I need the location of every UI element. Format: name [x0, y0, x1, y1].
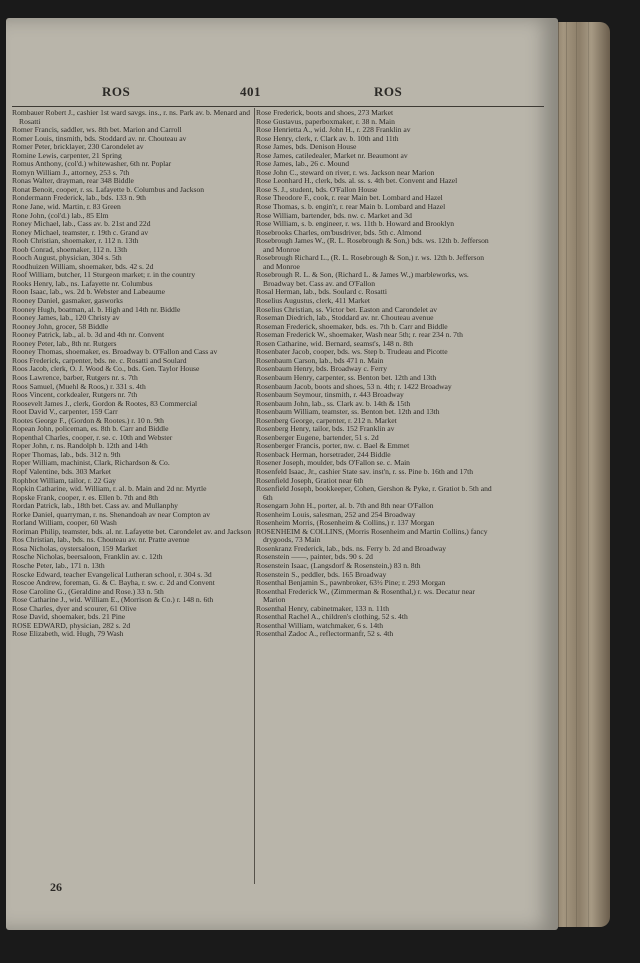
directory-entry: Rosa Nicholas, oystersaloon, 159 Market — [12, 543, 138, 553]
directory-entry: Rosche Nicholas, beersaloon, Franklin av. c. 12th — [12, 552, 163, 562]
left-column — [12, 109, 252, 639]
directory-entry: Rooney James, lab., 120 Christy av — [12, 313, 120, 323]
directory-entry: Rooney Thomas, shoemaker, es. Broadway b. O'Fallon and Cass av — [12, 347, 218, 357]
directory-entry: Rondermann Frederick, lab., bds. 133 n. 9th — [12, 193, 146, 203]
directory-entry: Rosenbater Jacob, cooper, bds. ws. Step b. Trudeau and Picotte — [256, 347, 448, 357]
directory-entry: Rosebrough Richard L., (R. L. Rosebrough & Son,) r. ws. 12th b. Jefferson and Monroe — [256, 253, 485, 271]
directory-entry: Rose James, lab., 26 c. Mound — [256, 159, 350, 169]
directory-entry: Rosenthal Benjamin S., pawnbroker, 63½ Pine; r. 293 Morgan — [256, 578, 446, 588]
directory-entry: Rootes George F., (Gordon & Rootes.) r. 10 n. 9th — [12, 415, 164, 425]
directory-entry: Rose Theodore F., cook, r. rear Main bet. Lombard and Hazel — [256, 193, 443, 203]
directory-entry: Rosenfield Joseph, Gratiot near 6th — [256, 475, 364, 485]
directory-entry: Rosenkranz Frederick, lab., bds. ns. Ferry b. 2d and Broadway — [256, 543, 447, 553]
directory-entry: Rose Leonhard H., clerk, bds. al. ss. s. 4th bet. Convent and Hazel — [256, 176, 458, 186]
directory-entry: Rooch August, physician, 304 s. 5th — [12, 253, 122, 263]
directory-entry: Roodhuizen William, shoemaker, bds. 42 s. 2d — [12, 261, 154, 271]
directory-entry: Roscke Edward, teacher Evangelical Lutheran school, r. 304 s. 3d — [12, 569, 212, 579]
directory-entry: Rosenbaum Carson, lab., bds 471 n. Main — [256, 355, 384, 365]
directory-entry: Rosenbaum Seymour, tinsmith, r. 443 Broadway — [256, 390, 404, 400]
signature-folio: 26 — [50, 880, 62, 894]
directory-entry: Rosenbaum John, lab., ss. Clark av. b. 14th & 15th — [256, 398, 411, 408]
directory-entry: Roof William, butcher, 11 Sturgeon market; r. in the country — [12, 270, 196, 280]
directory-entry: Roselius Augustus, clerk, 411 Market — [256, 296, 371, 306]
directory-entry: Roscoe Andrew, foreman, G. & C. Bayha, r. sw. c. 2d and Convent — [12, 578, 215, 588]
directory-entry: Roob Conrad, shoemaker, 112 n. 13th — [12, 244, 127, 254]
directory-entry: Rose Frederick, boots and shoes, 273 Market — [256, 108, 394, 117]
directory-entry: Rooney Hugh, boatman, al. b. High and 14th nr. Biddle — [12, 304, 181, 314]
directory-entry: Rombauer Robert J., cashier 1st ward savgs. ins., r. ns. Park av. b. Menard and Rosatti — [12, 108, 251, 126]
directory-entry: Rose Henrietta A., wid. John H., r. 228 Franklin av — [256, 125, 411, 135]
directory-entry: Rosche Peter, lab., 171 n. 13th — [12, 560, 105, 570]
directory-entry: Rone Jane, wid. Martin, r. 83 Green — [12, 202, 121, 212]
directory-entry: Rose Charles, dyer and scourer, 61 Olive — [12, 603, 137, 613]
directory-entry: Rooney John, grocer, 58 Biddle — [12, 321, 109, 331]
directory-entry: Rosebrooks Charles, om'busdriver, bds. 5th c. Almond — [256, 227, 422, 237]
right-column — [256, 109, 492, 639]
directory-entry: Rooney Daniel, gasmaker, gasworks — [12, 296, 123, 306]
directory-entry: Romer Francis, saddler, ws. 8th bet. Marion and Carroll — [12, 125, 182, 135]
directory-entry: Rooney Patrick, lab., al. b. 3d and 4th nr. Convent — [12, 330, 165, 340]
directory-entry: Rose Caroline G., (Geraldine and Rose.) 33 n. 5th — [12, 586, 164, 596]
directory-entry: Root David V., carpenter, 159 Carr — [12, 407, 118, 417]
directory-entry: Ronat Benoit, cooper, r. ss. Lafayette b. Columbus and Jackson — [12, 184, 205, 194]
directory-entry: Rosenback Herman, horsetrader, 244 Biddle — [256, 449, 391, 459]
directory-entry: Romer Louis, tinsmith, bds. Stoddard av. nr. Chouteau av — [12, 133, 187, 143]
directory-entry: Rosenthal Henry, cabinetmaker, 133 n. 11th — [256, 603, 390, 613]
directory-entry: Romine Lewis, carpenter, 21 Spring — [12, 150, 122, 160]
directory-entry: Rosenstein Isaac, (Langsdorf & Rosenstein,) 83 n. 8th — [256, 560, 421, 570]
directory-entry: Rose James, bds. Denison House — [256, 142, 357, 152]
directory-entry: Rosenbaum Jacob, boots and shoes, 53 n. 4th; r. 1422 Broadway — [256, 381, 452, 391]
directory-entry: Roney Michael, lab., Cass av. b. 21st and 22d — [12, 219, 151, 229]
directory-entry: Rose Henry, clerk, r. Clark av. b. 10th and 11th — [256, 133, 399, 143]
directory-entry: Rooks Henry, lab., ns. Lafayette nr. Columbus — [12, 278, 153, 288]
directory-entry: Ros Christian, lab., bds. ns. Chouteau av. nr. Pratte avenue — [12, 535, 190, 545]
running-header — [6, 84, 558, 104]
directory-entry: Rordan Patrick, lab., 18th bet. Cass av. and Mullanphy — [12, 501, 178, 511]
directory-entry: Roper John, r. ns. Randolph b. 12th and 14th — [12, 441, 148, 451]
directory-entry: Rosenfield Joseph, bookkeeper, Cohen, Gershon & Pyke, r. Gratiot b. 5th and 6th — [256, 484, 492, 502]
directory-entry: Ropske Frank, cooper, r. es. Ellen b. 7th and 8th — [12, 492, 159, 502]
directory-entry: Rosengarn John H., porter, al. b. 7th and 8th near O'Fallon — [256, 501, 434, 511]
directory-entry: Rose Catharine J., wid. William E., (Morrison & Co.) r. 148 n. 6th — [12, 595, 214, 605]
directory-entry: Rosener Joseph, moulder, bds O'Fallon se. c. Main — [256, 458, 410, 468]
directory-entry: Rooney Peter, lab., 8th nr. Rutgers — [12, 338, 117, 348]
directory-entry: Rosenstein S., peddler, bds. 165 Broadway — [256, 569, 387, 579]
directory-entry: Rosenheim Morris, (Rosenheim & Collins,) r. 137 Morgan — [256, 518, 435, 528]
header-rule — [12, 106, 544, 107]
directory-entry: Roosevelt James J., clerk, Gordon & Rootes, 83 Commercial — [12, 398, 198, 408]
directory-entry: Ropean John, policeman, es. 8th b. Carr and Biddle — [12, 424, 169, 434]
directory-entry: Rose Elizabeth, wid. Hugh, 79 Wash — [12, 629, 124, 639]
directory-entry: Roos Vincent, corkdealer, Rutgers nr. 7th — [12, 390, 138, 400]
directory-entry: Rosenthal Rachel A., children's clothing, 52 s. 4th — [256, 612, 408, 622]
directory-entry: Rosenfeld Isaac, Jr., cashier State sav. inst'n, r. ss. Pine b. 16th and 17th — [256, 466, 474, 476]
directory-page — [6, 18, 558, 930]
directory-entry: Roon Isaac, lab., ws. 2d b. Webster and Labeaume — [12, 287, 165, 297]
directory-entry: Rorland William, cooper, 60 Wash — [12, 518, 117, 528]
header-left-guide-word: ROS — [102, 84, 131, 99]
directory-entry: Rose John C., steward on river, r. ws. Jackson near Marion — [256, 167, 435, 177]
directory-entry: Rose S. J., student, bds. O'Fallon House — [256, 184, 378, 194]
directory-entry: Roney Michael, teamster, r. 19th c. Grand av — [12, 227, 149, 237]
directory-entry: Ropenthal Charles, cooper, r. se. c. 10th and Webster — [12, 432, 173, 442]
directory-entry: ROSENHEIM & COLLINS, (Morris Rosenheim and Martin Collins,) fancy drygoods, 73 Main — [256, 526, 488, 545]
page-number: 401 — [240, 84, 261, 99]
directory-entry: Roriman Philip, teamster, bds. al. nr. Lafayette bet. Carondelet av. and Jackson — [12, 526, 252, 536]
directory-entry: Rosenbaum Henry, bds. Broadway c. Ferry — [256, 364, 388, 374]
column-divider — [254, 108, 255, 884]
directory-entry: Rose Gustavus, paperboxmaker, r. 38 n. Main — [256, 116, 395, 126]
directory-entry: Rose William, s. b. engineer, r. ws. 11th b. Howard and Brooklyn — [256, 219, 455, 229]
directory-entry: Rophbot William, tailor, r. 22 Gay — [12, 475, 116, 485]
directory-entry: Romyn William J., attorney, 253 s. 7th — [12, 167, 130, 177]
directory-entry: Rose James, catiledealer, Market nr. Beaumont av — [256, 150, 408, 160]
directory-entry: Rosenheim Louis, salesman, 252 and 254 Broadway — [256, 509, 416, 519]
directory-entry: Roos Samuel, (Muehl & Roos,) r. 331 s. 4th — [12, 381, 146, 391]
directory-entry: Rosenthal Zadoc A., reflectormanfr, 52 s. 4th — [256, 629, 394, 639]
directory-entry: Rosal Herman, lab., bds. Soulard c. Rosatti — [256, 287, 387, 297]
directory-entry: Roos Jacob, clerk, O. J. Wood & Co., bds. Gen. Taylor House — [12, 364, 200, 374]
directory-entry: Roselius Christian, ss. Victor bet. Easton and Carondelet av — [256, 304, 437, 314]
directory-entry: Rose William, bartender, bds. nw. c. Market and 3d — [256, 210, 412, 220]
directory-entry: Romer Peter, bricklayer, 230 Carondelet av — [12, 142, 144, 152]
directory-entry: Rosenthal William, watchmaker, 6 s. 14th — [256, 620, 384, 630]
header-right-guide-word: ROS — [374, 84, 403, 99]
directory-entry: Rose David, shoemaker, bds. 21 Pine — [12, 612, 126, 622]
directory-entry: Roseman Diedrich, lab., Stoddard av. nr. Chouteau avenue — [256, 313, 434, 323]
directory-entry: Rooh Christian, shoemaker, r. 112 n. 13th — [12, 236, 139, 246]
directory-entry: Rone John, (col'd.) lab., 85 Elm — [12, 210, 109, 220]
directory-entry: ROSE EDWARD, physician, 282 s. 2d — [12, 620, 131, 630]
directory-entry: Rosenberg Henry, tailor, bds. 152 Franklin av — [256, 424, 395, 434]
directory-entry: Roseman Frederick W., shoemaker, Wash near 5th; r. rear 234 n. 7th — [256, 330, 463, 340]
directory-entry: Rosenbaum Henry, carpenter, ss. Benton bet. 12th and 13th — [256, 372, 437, 382]
directory-entry: Rosenberger Eugene, bartender, 51 s. 2d — [256, 432, 379, 442]
directory-entry: Romus Anthony, (col'd.) whitewasher, 6th nr. Poplar — [12, 159, 172, 169]
directory-entry: Roper Thomas, lab., bds. 312 n. 9th — [12, 449, 121, 459]
directory-entry: Roper William, machinist, Clark, Richardson & Co. — [12, 458, 170, 468]
directory-entry: Ropkin Catharine, wid. William, r. al. b. Main and 2d nr. Myrtle — [12, 484, 207, 494]
directory-entry: Rosenberg George, carpenter, r. 212 n. Market — [256, 415, 397, 425]
directory-entry: Roseman Frederick, shoemaker, bds. es. 7th b. Carr and Biddle — [256, 321, 448, 331]
directory-entry: Rosebrough James W., (R. L. Rosebrough & Son,) bds. ws. 12th b. Jefferson and Monroe — [256, 236, 489, 254]
directory-entry: Ronas Walter, drayman, rear 348 Biddle — [12, 176, 134, 186]
directory-entry: Rosenberger Francis, porter, nw. c. Bael & Emmet — [256, 441, 410, 451]
directory-entry: Rose Thomas, s. b. engin'r, r. rear Main b. Lombard and Hazel — [256, 202, 446, 212]
directory-entry: Ropf Valentine, bds. 303 Market — [12, 466, 111, 476]
directory-entry: Rosen Catharine, wid. Bernard, seamst's, 148 n. 8th — [256, 338, 414, 348]
directory-entry: Rosenstein ——, painter, bds. 90 s. 2d — [256, 552, 373, 562]
directory-entry: Rorke Daniel, quarryman, r. ns. Shenandoah av near Compton av — [12, 509, 211, 519]
directory-entry: Rosenthal Frederick W., (Zimmerman & Rosenthal,) r. ws. Decatur near Marion — [256, 586, 475, 605]
directory-entry: Rosebrough R. L. & Son, (Richard L. & James W.,) marbleworks, ws. Broadway bet. Cass av. and O'Fallon — [256, 270, 469, 288]
directory-entry: Roos Lawrence, barber, Rutgers nr. s. 7th — [12, 372, 138, 382]
directory-entry: Rosenbaum William, teamster, ss. Benton bet. 12th and 13th — [256, 407, 440, 417]
directory-entry: Roos Frederick, carpenter, bds. ne. c. Rosatti and Soulard — [12, 355, 187, 365]
